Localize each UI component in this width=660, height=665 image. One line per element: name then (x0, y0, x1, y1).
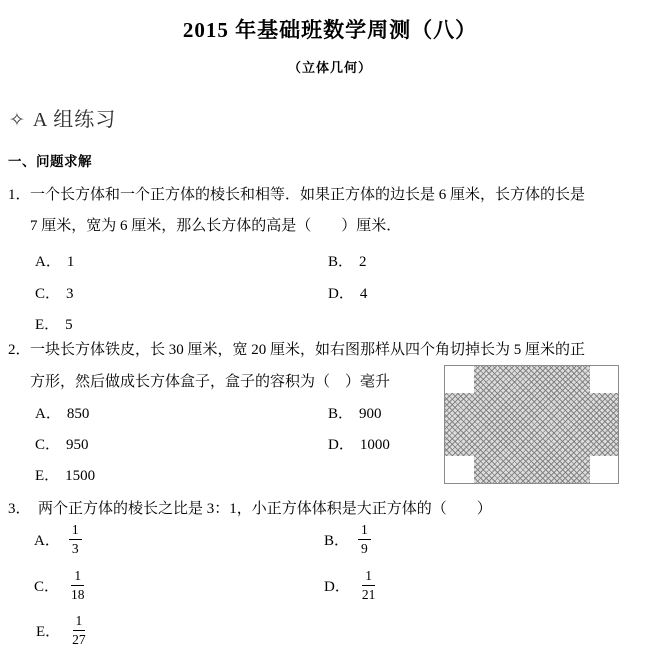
fraction (69, 612, 89, 649)
question-2-option-d (328, 433, 390, 454)
question-2-line-2: 方形，然后做成长方体盒子，盒子的容积为（ ）毫升 (30, 374, 391, 390)
fraction-denominator: 27 (72, 632, 86, 647)
fraction-denominator: 21 (361, 587, 376, 602)
fraction (69, 521, 82, 558)
question-3-number: 3． (8, 501, 31, 517)
page-title: 2015 年基础班数学周测（八） (182, 18, 478, 42)
option-label: A． (35, 254, 61, 270)
question-1-option-c (35, 282, 74, 303)
fraction (358, 521, 371, 558)
option-label: D． (328, 286, 354, 302)
option-label: C． (34, 579, 60, 595)
question-2-option-a (35, 402, 89, 423)
question-2-option-e (35, 464, 95, 485)
question-1-line-2: 7 厘米，宽为 6 厘米，那么长方体的高是（ ）厘米． (30, 218, 402, 234)
option-label: B． (328, 406, 354, 422)
question-2-number: 2． (8, 342, 31, 358)
option-label: A． (34, 533, 60, 549)
page-subtitle: （立体几何） (287, 60, 372, 75)
fraction-numerator: 1 (73, 612, 86, 631)
fraction-numerator: 1 (71, 567, 84, 586)
question-3-option-e (36, 612, 89, 649)
option-label: E． (35, 468, 60, 484)
fraction-denominator: 18 (71, 587, 85, 602)
option-value: 4 (359, 286, 368, 302)
fraction (359, 567, 379, 604)
option-value: 900 (359, 406, 382, 422)
hatched-cross-region (445, 366, 618, 483)
fraction-denominator: 9 (361, 541, 368, 556)
option-value: 5 (65, 317, 73, 333)
question-2-option-c (35, 433, 89, 454)
option-value: 3 (66, 286, 74, 302)
option-value: 1 (66, 254, 75, 270)
part-heading: 一、问题求解 (8, 154, 92, 169)
question-1-line-1: 一个长方体和一个正方体的棱长和相等．如果正方体的边长是 6 厘米，长方体的长是 (30, 187, 586, 203)
option-label: C． (35, 286, 61, 302)
question-2-option-b (328, 402, 382, 423)
option-label: B． (324, 533, 350, 549)
option-label: D． (328, 437, 354, 453)
question-1-option-b (328, 250, 367, 271)
question-1-number: 1． (8, 187, 31, 203)
fraction-numerator: 1 (358, 521, 371, 540)
cut-corner-sheet-diagram (444, 365, 619, 484)
option-value: 950 (66, 437, 89, 453)
option-value: 850 (66, 406, 90, 422)
question-3-line-1: 两个正方体的棱长之比是 3：1，小正方体体积是大正方体的（ ） (38, 501, 492, 517)
option-label: D． (324, 579, 350, 595)
question-3-option-d (324, 567, 378, 604)
option-label: A． (35, 406, 61, 422)
fraction (68, 567, 88, 604)
sparkle-diamond-icon: ✧ (9, 110, 26, 131)
question-3-option-a (34, 521, 82, 558)
option-value: 2 (359, 254, 367, 270)
fraction-numerator: 1 (69, 521, 82, 540)
option-value: 1500 (65, 468, 96, 484)
option-label: B． (328, 254, 354, 270)
option-label: E． (36, 624, 61, 640)
question-1-option-a (35, 250, 74, 271)
option-label: E． (35, 317, 60, 333)
section-heading (9, 103, 116, 132)
option-label: C． (35, 437, 61, 453)
question-1-option-e (35, 313, 73, 334)
fraction-denominator: 3 (71, 541, 79, 556)
section-heading-label: A 组练习 (32, 109, 117, 131)
question-3-option-c (34, 567, 88, 604)
fraction-numerator: 1 (362, 567, 375, 586)
question-1-option-d (328, 282, 367, 303)
question-2-line-1: 一块长方体铁皮，长 30 厘米，宽 20 厘米，如右图那样从四个角切掉长为 5 厘米的正 (30, 342, 586, 358)
option-value: 1000 (359, 437, 390, 453)
question-3-option-b (324, 521, 371, 558)
